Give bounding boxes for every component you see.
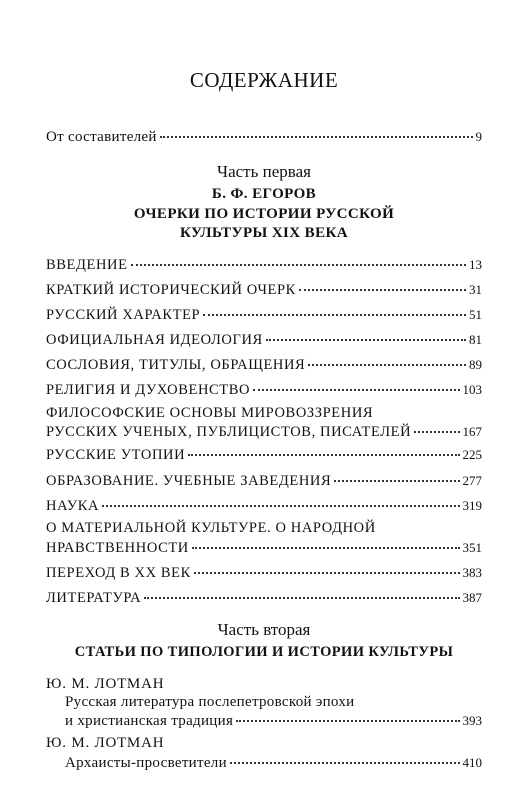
toc-entry-label: РУССКИХ УЧЕНЫХ, ПУБЛИЦИСТОВ, ПИСАТЕЛЕЙ xyxy=(46,424,412,440)
toc-entry-philosophy-line-1: ФИЛОСОФСКИЕ ОСНОВЫ МИРОВОЗЗРЕНИЯ xyxy=(46,405,374,421)
toc-entry-material-culture[interactable] xyxy=(46,539,482,557)
toc-entry-philosophy[interactable] xyxy=(46,423,482,441)
toc-entry-label: РЕЛИГИЯ И ДУХОВЕНСТВО xyxy=(46,382,251,398)
toc-entry-science[interactable] xyxy=(46,497,482,515)
part-one-heading-line-2: КУЛЬТУРЫ XIX ВЕКА xyxy=(180,225,348,241)
leader-dots xyxy=(299,289,466,291)
toc-entry-label: ОФИЦИАЛЬНАЯ ИДЕОЛОГИЯ xyxy=(46,332,263,348)
toc-entry-label: РУССКИЙ ХАРАКТЕР xyxy=(46,307,201,323)
leader-dots xyxy=(203,314,466,316)
part-two-heading: СТАТЬИ ПО ТИПОЛОГИИ И ИСТОРИИ КУЛЬТУРЫ xyxy=(74,644,454,660)
toc-entry-label: ЛИТЕРАТУРА xyxy=(46,590,142,606)
toc-entry-label: СОСЛОВИЯ, ТИТУЛЫ, ОБРАЩЕНИЯ xyxy=(46,357,306,373)
toc-entry-label: ВВЕДЕНИЕ xyxy=(46,257,128,273)
toc-entry-page: 81 xyxy=(469,332,482,347)
toc-entry-page: 277 xyxy=(462,473,482,488)
part-one-label: Часть первая xyxy=(217,162,311,181)
part-one-author: Б. Ф. ЕГОРОВ xyxy=(211,186,317,202)
toc-entry-page: 167 xyxy=(462,424,482,439)
toc-entry-page: 351 xyxy=(462,540,482,555)
article-author: Ю. М. ЛОТМАН xyxy=(46,735,165,751)
leader-dots xyxy=(194,572,460,574)
toc-entry-page: 13 xyxy=(469,257,482,272)
leader-dots xyxy=(230,762,460,764)
toc-entry-label: НАУКА xyxy=(46,498,100,514)
toc-entry-label: ПЕРЕХОД В XX ВЕК xyxy=(46,565,191,581)
toc-entry-russian-character[interactable] xyxy=(46,306,482,324)
leader-dots xyxy=(160,136,473,138)
page-title: СОДЕРЖАНИЕ xyxy=(189,68,339,92)
leader-dots xyxy=(192,547,460,549)
toc-entry-preface[interactable] xyxy=(46,128,482,146)
toc-entry-page: 225 xyxy=(462,447,482,462)
toc-entry-historical-outline[interactable] xyxy=(46,281,482,299)
article-title-line-1: Русская литература послепетровской эпохи xyxy=(65,694,355,710)
toc-entry-page: 103 xyxy=(462,382,482,397)
leader-dots xyxy=(266,339,466,341)
leader-dots xyxy=(414,431,459,433)
leader-dots xyxy=(308,364,466,366)
leader-dots xyxy=(334,480,459,482)
toc-entry-material-culture-line-1: О МАТЕРИАЛЬНОЙ КУЛЬТУРЕ. О НАРОДНОЙ xyxy=(46,520,376,536)
toc-entry-label: НРАВСТВЕННОСТИ xyxy=(46,540,189,556)
toc-entry-article-1[interactable] xyxy=(65,712,482,730)
part-one-heading-line-1: ОЧЕРКИ ПО ИСТОРИИ РУССКОЙ xyxy=(133,206,395,222)
toc-entry-page: 319 xyxy=(462,498,482,513)
toc-entry-religion-clergy[interactable] xyxy=(46,381,482,399)
toc-entry-page: 393 xyxy=(462,713,482,728)
toc-entry-label: ОБРАЗОВАНИЕ. УЧЕБНЫЕ ЗАВЕДЕНИЯ xyxy=(46,473,332,489)
toc-entry-page: 31 xyxy=(469,282,482,297)
toc-entry-literature[interactable] xyxy=(46,589,482,607)
leader-dots xyxy=(131,264,466,266)
article-author: Ю. М. ЛОТМАН xyxy=(46,676,165,692)
leader-dots xyxy=(188,454,459,456)
toc-entry-twentieth-century[interactable] xyxy=(46,564,482,582)
toc-entry-article-2[interactable] xyxy=(65,754,482,772)
toc-entry-page: 89 xyxy=(469,357,482,372)
toc-entry-label: КРАТКИЙ ИСТОРИЧЕСКИЙ ОЧЕРК xyxy=(46,282,296,298)
toc-entry-page: 51 xyxy=(469,307,482,322)
toc-entry-estates-titles[interactable] xyxy=(46,356,482,374)
toc-entry-introduction[interactable] xyxy=(46,256,482,274)
leader-dots xyxy=(102,505,459,507)
toc-entry-page: 9 xyxy=(475,129,482,144)
toc-entry-official-ideology[interactable] xyxy=(46,331,482,349)
toc-entry-page: 410 xyxy=(462,755,482,770)
toc-entry-label: Архаисты-просветители xyxy=(65,755,227,771)
leader-dots xyxy=(253,389,459,391)
toc-entry-page: 387 xyxy=(462,590,482,605)
part-two-label: Часть вторая xyxy=(217,620,311,639)
toc-entry-label: и христианская традиция xyxy=(65,713,234,729)
toc-entry-russian-utopias[interactable] xyxy=(46,446,482,464)
leader-dots xyxy=(236,720,459,722)
toc-entry-label: От составителей xyxy=(46,129,157,145)
leader-dots xyxy=(144,597,459,599)
toc-entry-page: 383 xyxy=(462,565,482,580)
toc-entry-education[interactable] xyxy=(46,472,482,490)
toc-entry-label: РУССКИЕ УТОПИИ xyxy=(46,447,186,463)
